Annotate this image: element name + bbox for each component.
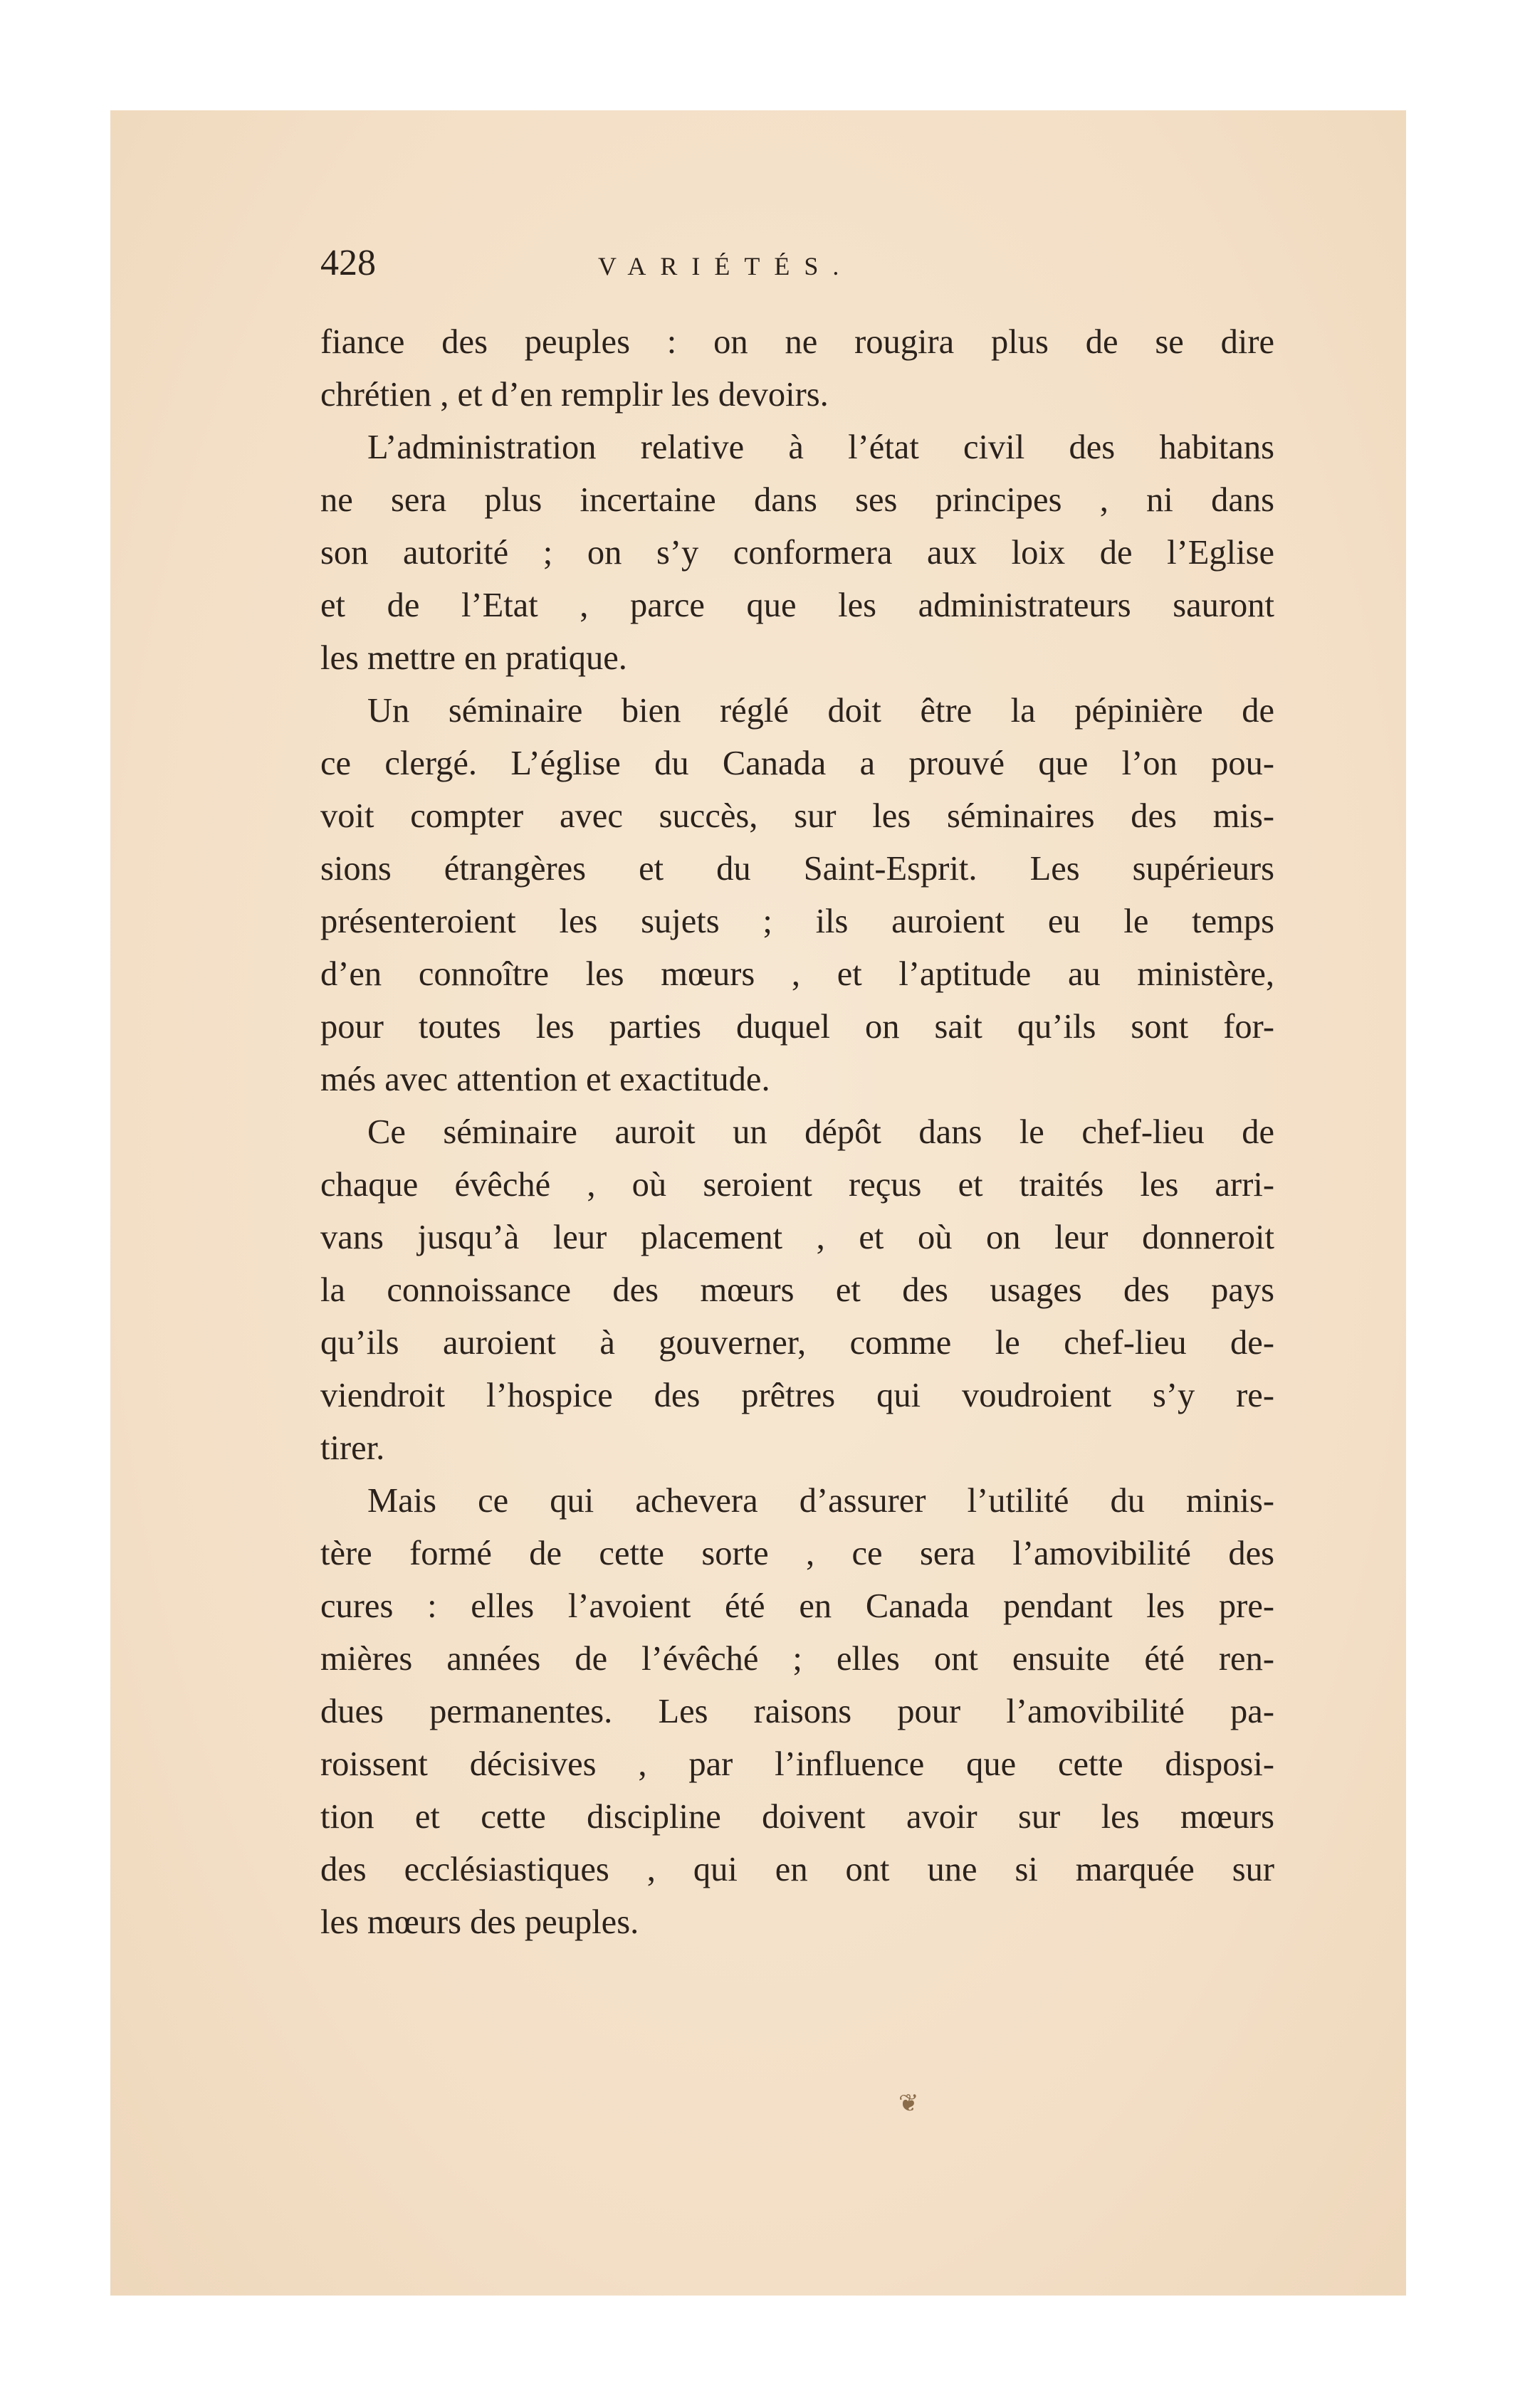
text-line: més avec attention et exactitude. — [320, 1061, 770, 1098]
text-line: les mettre en pratique. — [320, 639, 627, 677]
text-line: Mais ce qui achevera d’assurer l’utilité du minis- — [367, 1482, 1274, 1520]
running-head — [320, 235, 1274, 292]
text-line: L’administration relative à l’état civil des habitans — [367, 429, 1274, 466]
text-line: son autorité ; on s’y conformera aux loix de l’Eglise — [320, 534, 1274, 572]
text-line: chaque évêché , où seroient reçus et traités les arri- — [320, 1166, 1274, 1204]
text-line: roissent décisives , par l’influence que cette disposi- — [320, 1745, 1274, 1783]
text-line: ce clergé. L’église du Canada a prouvé que l’on pou- — [320, 745, 1274, 782]
text-line: vans jusqu’à leur placement , et où on leur donneroit — [320, 1219, 1274, 1256]
text-line: tirer. — [320, 1429, 385, 1467]
text-line: ne sera plus incertaine dans ses principes , ni dans — [320, 481, 1274, 519]
text-line: la connoissance des mœurs et des usages des pays — [320, 1271, 1274, 1309]
text-line: sions étrangères et du Saint-Esprit. Les supérieurs — [320, 850, 1274, 888]
text-line: cures : elles l’avoient été en Canada pendant les pre- — [320, 1587, 1274, 1625]
text-line: tion et cette discipline doivent avoir sur les mœurs — [320, 1798, 1274, 1836]
text-line: fiance des peuples : on ne rougira plus de se dire — [320, 323, 1274, 361]
body-text — [320, 316, 1274, 1949]
text-line: mières années de l’évêché ; elles ont ensuite été ren- — [320, 1640, 1274, 1678]
page-number: 428 — [320, 243, 376, 283]
text-line: et de l’Etat , parce que les administrateurs sauront — [320, 587, 1274, 624]
text-line: viendroit l’hospice des prêtres qui voudroient s’y re- — [320, 1377, 1274, 1414]
text-line: qu’ils auroient à gouverner, comme le chef-lieu de- — [320, 1324, 1274, 1362]
text-line: d’en connoître les mœurs , et l’aptitude au ministère, — [320, 955, 1274, 993]
text-line: des ecclésiastiques , qui en ont une si marquée sur — [320, 1851, 1274, 1888]
text-line: pour toutes les parties duquel on sait qu’ils sont for- — [320, 1008, 1274, 1046]
text-line: chrétien , et d’en remplir les devoirs. — [320, 376, 829, 414]
ink-blot-icon: ❦ — [898, 2089, 919, 2118]
text-line: présenteroient les sujets ; ils auroient eu le temps — [320, 903, 1274, 940]
text-line: Un séminaire bien réglé doit être la pépinière de — [367, 692, 1274, 730]
text-line: tère formé de cette sorte , ce sera l’amovibilité des — [320, 1535, 1274, 1572]
running-title: VARIÉTÉS. — [598, 252, 854, 280]
text-line: les mœurs des peuples. — [320, 1903, 639, 1941]
text-line: dues permanentes. Les raisons pour l’amovibilité pa- — [320, 1693, 1274, 1730]
text-line: voit compter avec succès, sur les séminaires des mis- — [320, 797, 1274, 835]
text-line: Ce séminaire auroit un dépôt dans le chef-lieu de — [367, 1113, 1274, 1151]
